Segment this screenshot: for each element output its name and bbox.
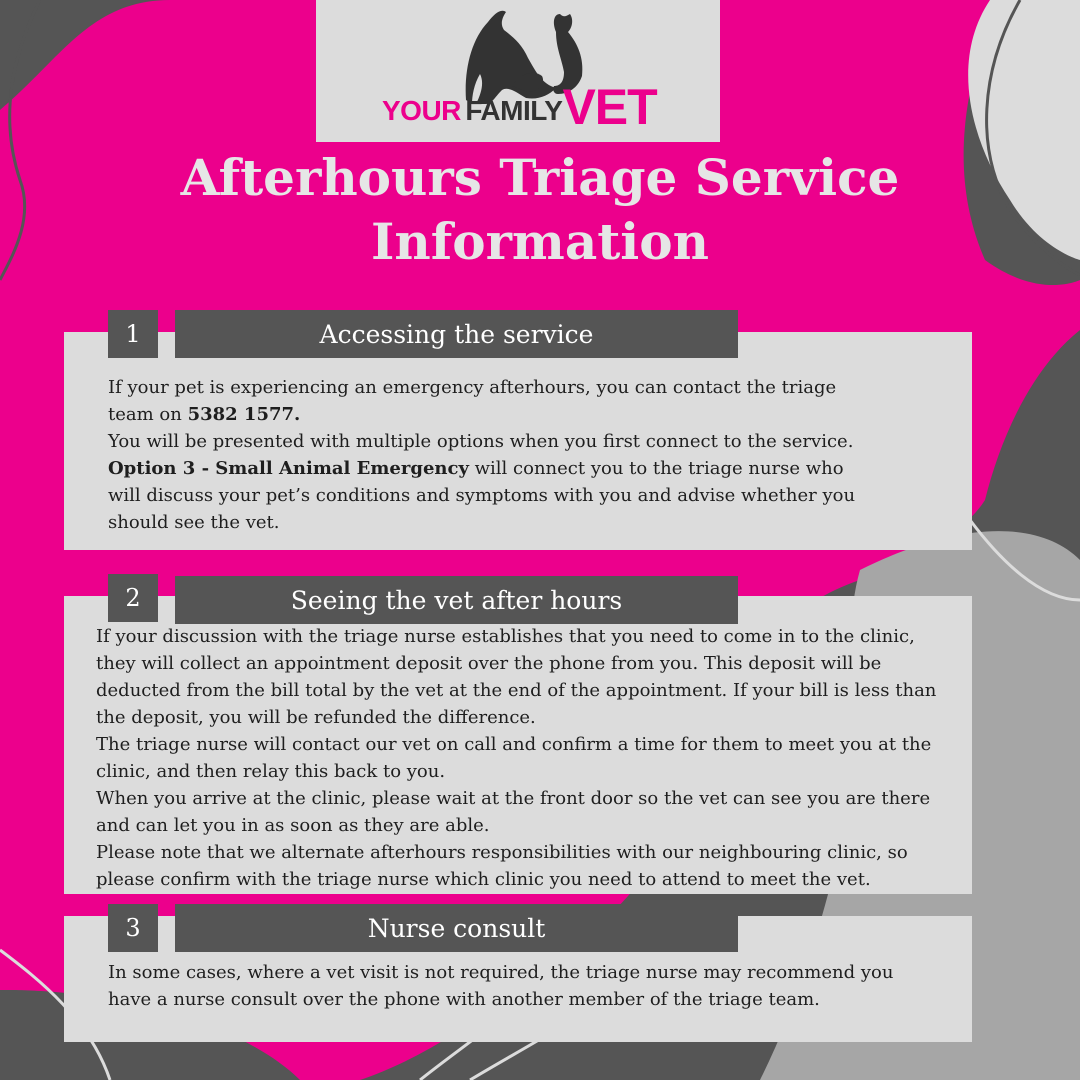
section-number-2: 2 (108, 574, 158, 622)
title-line-2: Information (370, 212, 710, 271)
section-1-paragraph: You will be presented with multiple options when you first connect to the service. (108, 431, 854, 452)
title-line-1: Afterhours Triage Service (180, 148, 900, 207)
section-heading-3: Nurse consult (175, 904, 738, 952)
section-body-3 (108, 959, 938, 1013)
section-2-paragraph: When you arrive at the clinic, please wait at the front door so the vet can see you are there and can let you in as soon as they are able. (96, 788, 931, 836)
section-number-3: 3 (108, 904, 158, 952)
section-2-paragraph: If your discussion with the triage nurse establishes that you need to come in to the clinic, they will collect an appointment deposit over the phone from you. This deposit will be deducted from the bill total by the vet at the end of the appointment. If your bill is less than the deposit, you will be refunded the difference. (96, 626, 937, 728)
brand-logo (316, 0, 720, 142)
contact-text: If your pet is experiencing an emergency afterhours, you can contact the triage team on (108, 377, 837, 425)
section-heading-2: Seeing the vet after hours (175, 576, 738, 624)
section-1-paragraph (108, 374, 878, 428)
logo-wordmark (382, 78, 662, 135)
section-heading-1: Accessing the service (175, 310, 738, 358)
option-label: Option 3 - Small Animal Emergency (108, 458, 469, 479)
section-body-1 (108, 374, 878, 536)
section-1-paragraph (108, 455, 878, 536)
option-text: will connect you to the triage nurse who will discuss your pet’s conditions and symptoms with you and advise whether you should see the vet. (108, 458, 856, 533)
page-title (0, 146, 1080, 274)
section-body-2 (96, 623, 954, 893)
logo-word-your: YOUR (382, 95, 461, 126)
phone-number: 5382 1577. (187, 404, 301, 425)
section-2-paragraph: The triage nurse will contact our vet on call and confirm a time for them to meet you at the clinic, and then relay this back to you. (96, 734, 932, 782)
section-3-paragraph: In some cases, where a vet visit is not required, the triage nurse may recommend you have a nurse consult over the phone with another member of the triage team. (108, 962, 894, 1010)
section-2-paragraph: Please note that we alternate afterhours responsibilities with our neighbouring clinic, so please confirm with the triage nurse which clinic you need to attend to meet the vet. (96, 842, 908, 890)
logo-word-family: FAMILY (465, 95, 563, 126)
section-number-1: 1 (108, 310, 158, 358)
logo-word-vet: VET (562, 79, 657, 135)
